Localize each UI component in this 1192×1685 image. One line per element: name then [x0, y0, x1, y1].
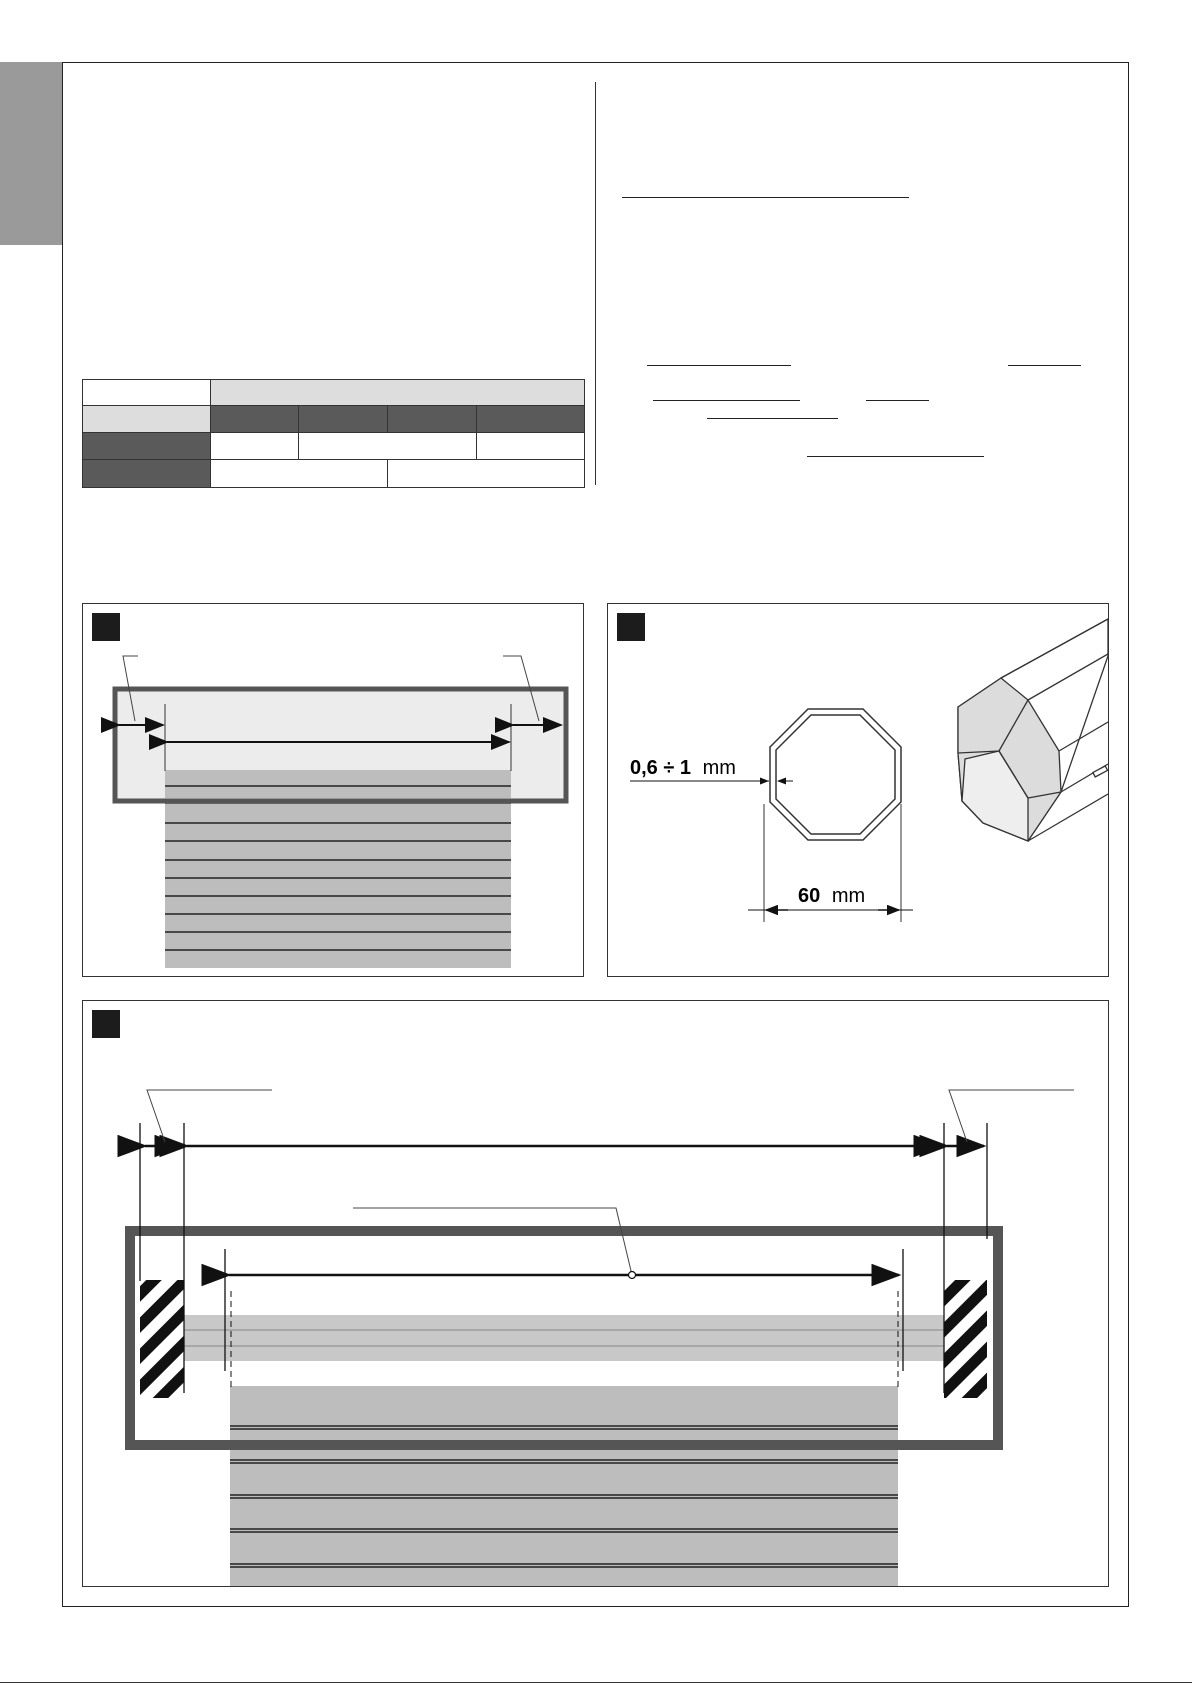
table-cell	[388, 460, 585, 488]
tube-3d	[958, 619, 1108, 841]
table-column-header	[211, 406, 299, 433]
language-side-tab	[0, 62, 62, 245]
table-cell	[211, 433, 299, 460]
underlined-text-line	[622, 197, 909, 198]
underlined-text-line	[807, 456, 984, 457]
figure-1-box	[82, 603, 584, 977]
figure-2-drawing	[608, 604, 1108, 976]
table-column-header	[477, 406, 585, 433]
underlined-text-line	[647, 365, 791, 366]
table-header-group	[211, 380, 585, 406]
right-support	[944, 1280, 987, 1398]
table-row-label	[83, 460, 211, 488]
shutter-slats	[230, 1386, 898, 1586]
figure-3-drawing	[83, 1001, 1108, 1586]
underlined-text-line	[866, 400, 929, 401]
rolled-shutter	[183, 1315, 946, 1361]
table-column-header	[388, 406, 477, 433]
spec-table	[82, 379, 585, 488]
left-support	[140, 1280, 184, 1398]
table-cell	[299, 433, 477, 460]
underlined-text-line	[1008, 365, 1081, 366]
table-header-blank	[83, 380, 211, 406]
figure-3-box	[82, 1000, 1109, 1587]
table-column-header	[299, 406, 388, 433]
figure-1-drawing	[83, 604, 583, 976]
column-divider	[595, 82, 596, 485]
bottom-rule	[0, 1682, 1192, 1683]
table-row-label	[83, 406, 211, 433]
underlined-text-line	[707, 418, 838, 419]
figure-2-box	[607, 603, 1109, 977]
diameter-label: 60 mm	[798, 885, 866, 907]
wall-thickness-label: 0,6 ÷ 1 mm	[630, 757, 736, 779]
table-cell	[477, 433, 585, 460]
underlined-text-line	[653, 400, 800, 401]
table-row-label	[83, 433, 211, 460]
table-cell	[211, 460, 388, 488]
